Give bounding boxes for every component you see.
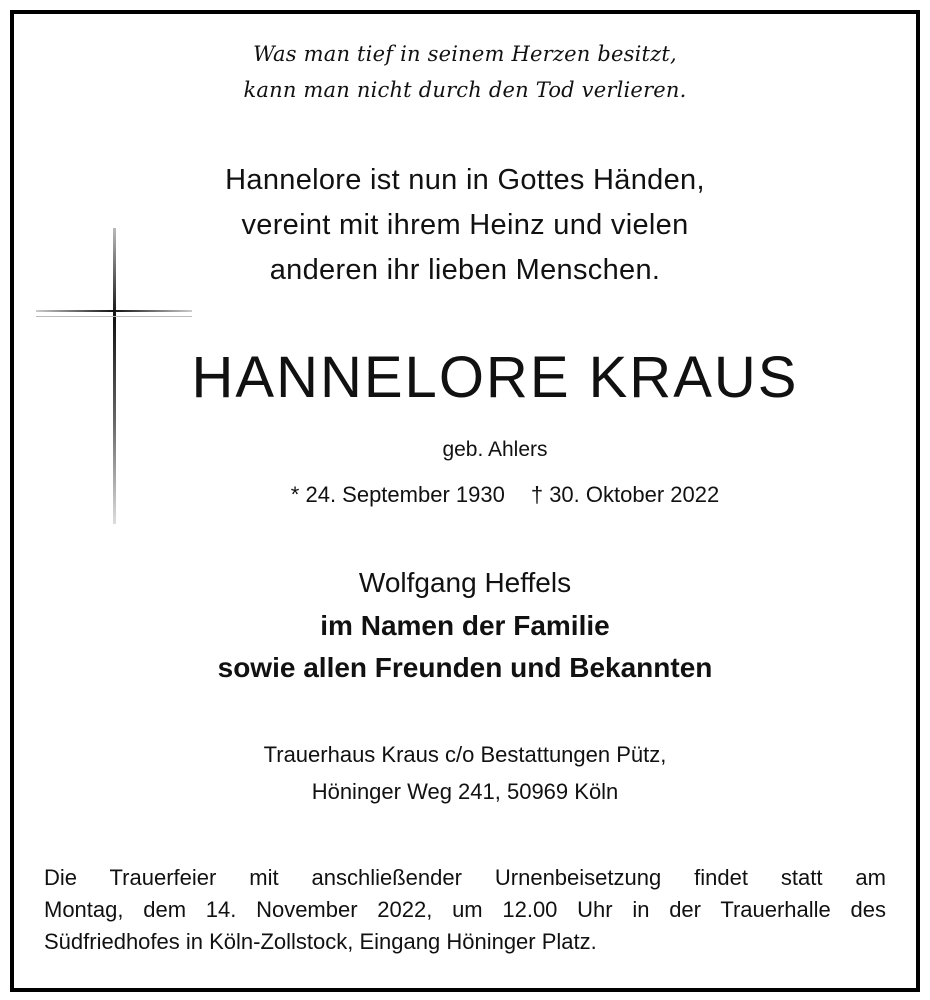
intro-line-2: vereint mit ihrem Heinz und vielen xyxy=(241,209,689,241)
ceremony-line-2: Montag, dem 14. November 2022, um 12.00 Uhr in der Trauerhalle des xyxy=(44,897,886,922)
mourner-line-1: im Namen der Familie xyxy=(320,610,610,641)
address-line-1: Trauerhaus Kraus c/o Bestattungen Pütz, xyxy=(263,742,667,767)
address-line-2: Höninger Weg 241, 50969 Köln xyxy=(311,779,619,804)
quote-line-2: kann man nicht durch den Tod verlieren. xyxy=(243,78,687,102)
death-date: † 30. Oktober 2022 xyxy=(530,482,720,507)
birth-date: * 24. September 1930 xyxy=(290,482,505,507)
intro-line-1: Hannelore ist nun in Gottes Händen, xyxy=(225,164,705,196)
mourner-line-2: sowie allen Freunden und Bekannten xyxy=(217,652,713,683)
deceased-name: HANNELORE KRAUS xyxy=(191,345,799,410)
maiden-name: geb. Ahlers xyxy=(442,438,548,461)
obituary-notice xyxy=(10,10,920,992)
ceremony-line-1: Die Trauerfeier mit anschließender Urnenbeisetzung findet statt am xyxy=(44,865,886,890)
ceremony-text xyxy=(44,862,886,958)
intro-line-3: anderen ihr lieben Menschen. xyxy=(269,254,661,286)
ceremony-line-3: Südfriedhofes in Köln-Zollstock, Eingang Höninger Platz. xyxy=(44,929,597,954)
life-dates xyxy=(94,482,916,508)
mourner-name: Wolfgang Heffels xyxy=(358,567,572,598)
quote-line-1: Was man tief in seinem Herzen besitzt, xyxy=(253,42,677,66)
